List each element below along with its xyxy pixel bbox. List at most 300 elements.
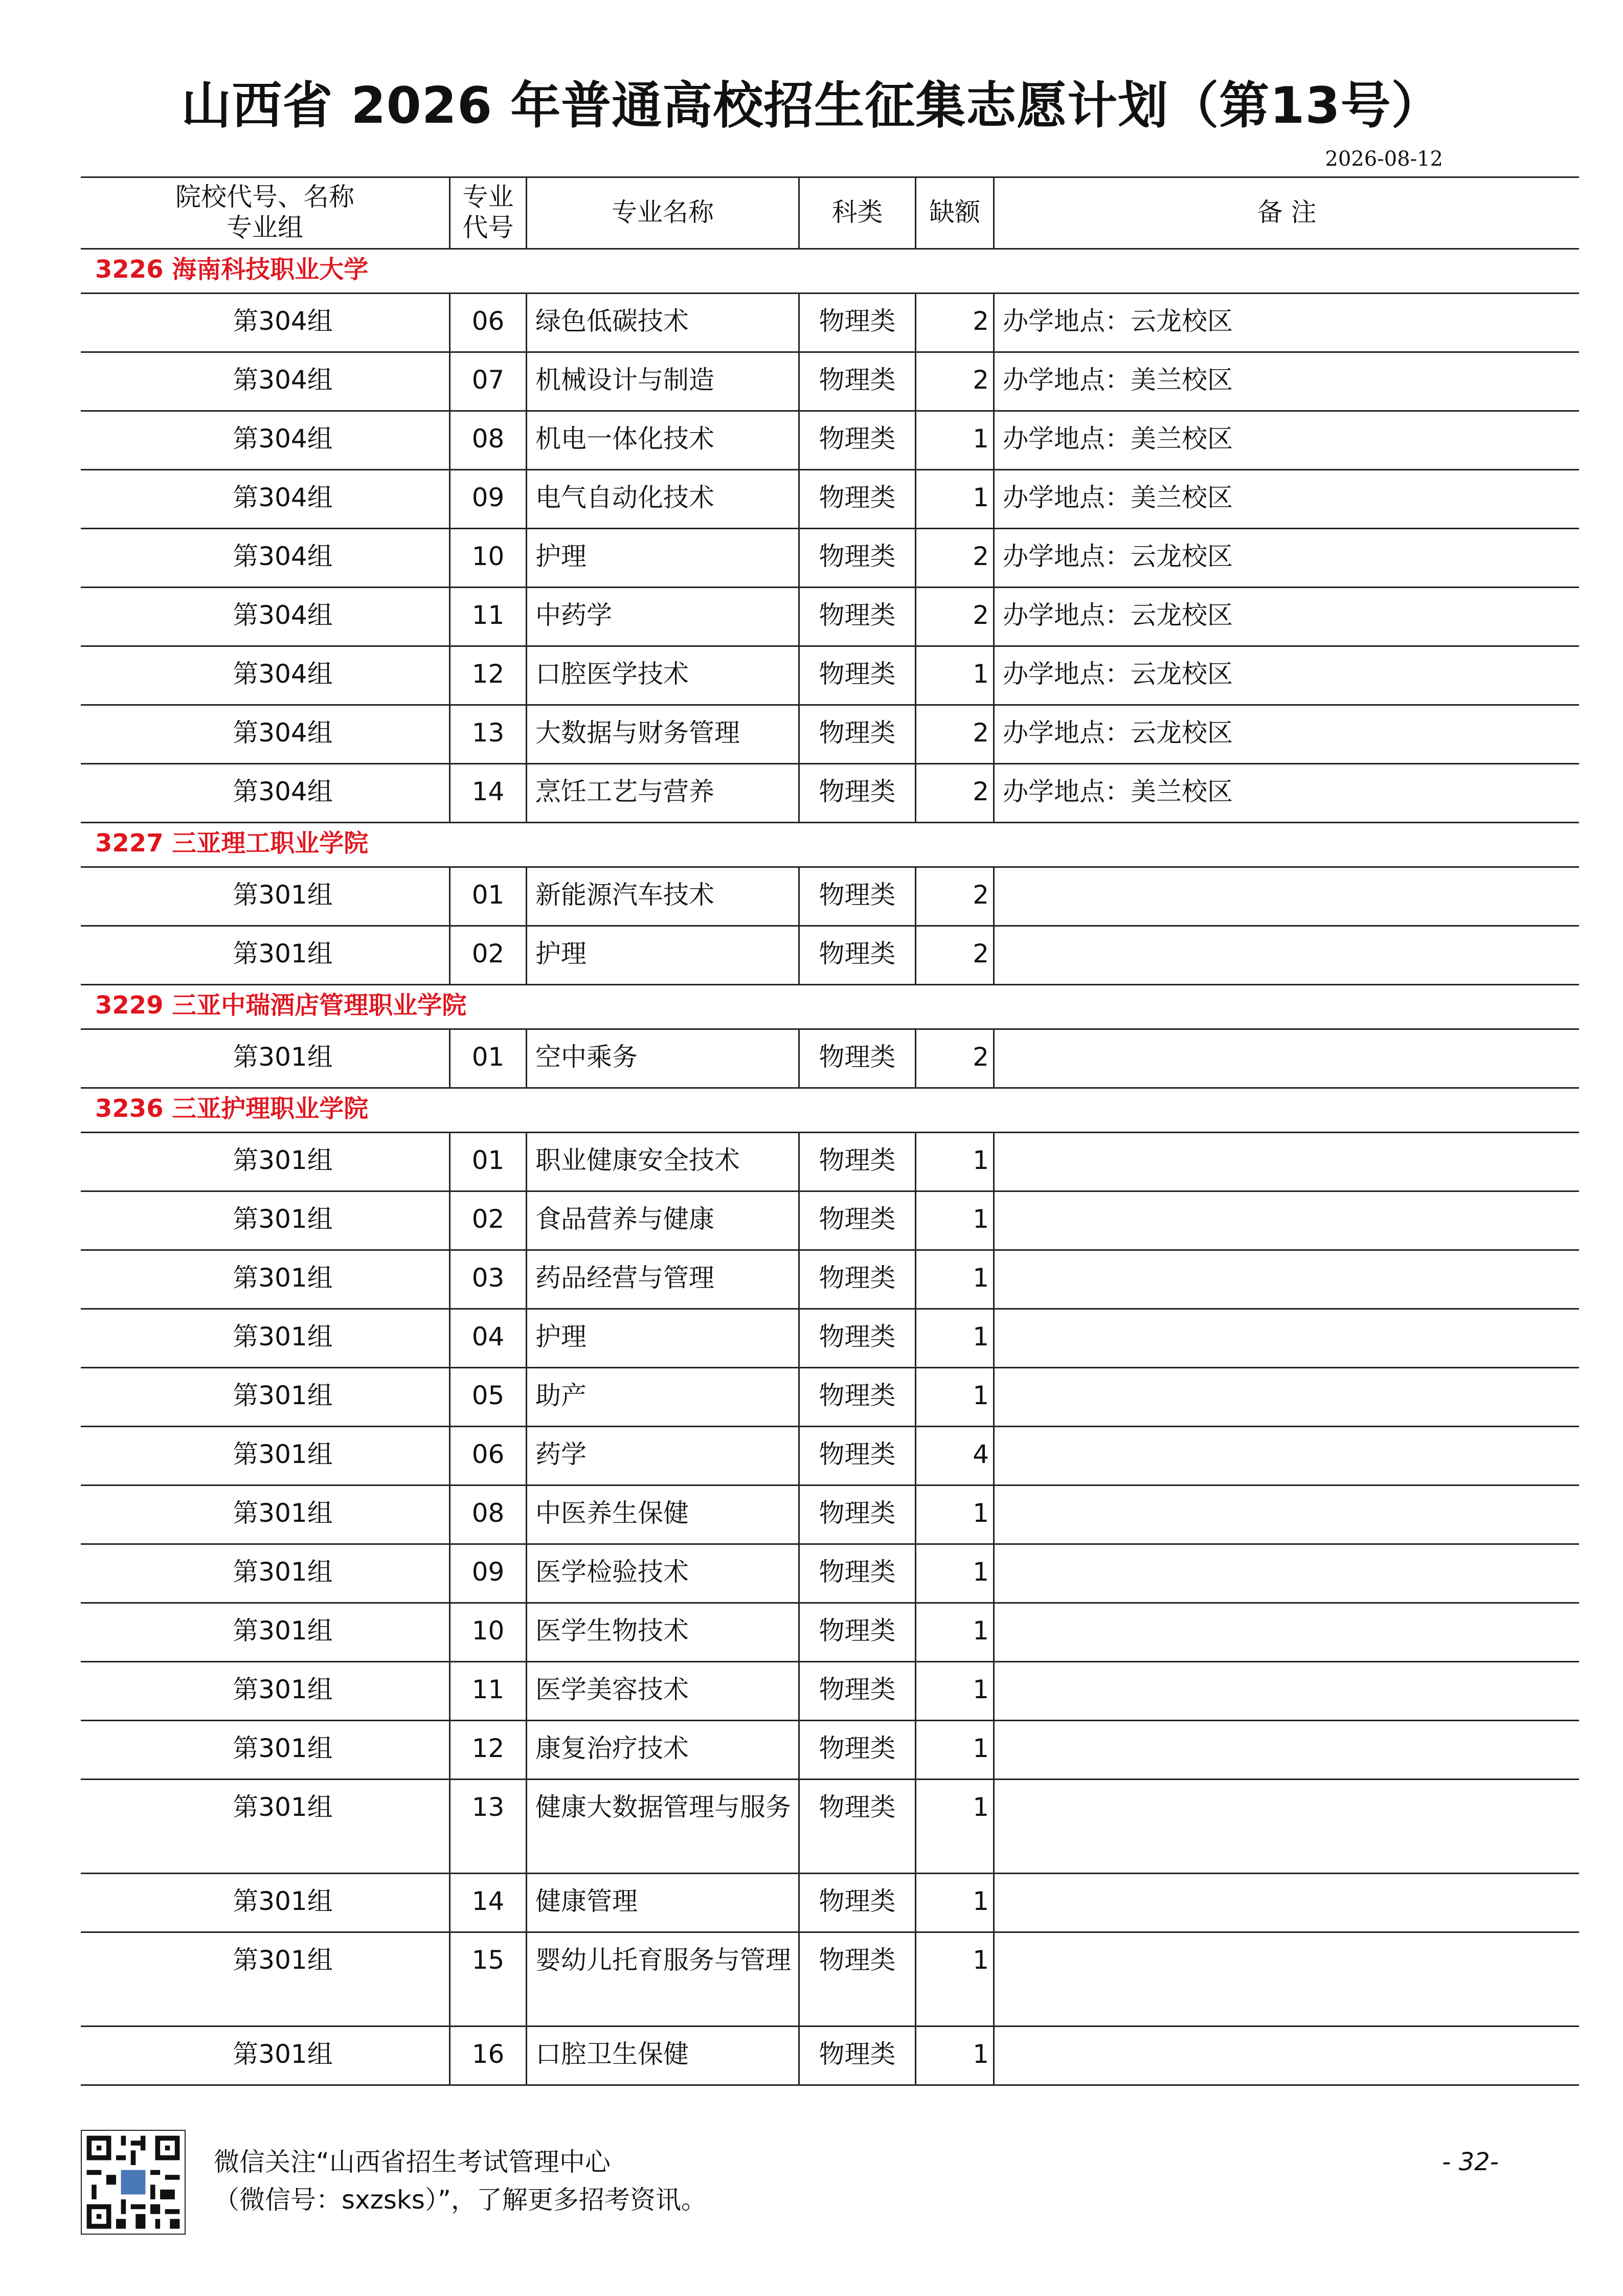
- column-divider: [526, 528, 527, 587]
- column-divider: [993, 1661, 995, 1720]
- major-code-cell: 01: [471, 880, 505, 910]
- column-divider: [526, 1873, 527, 1931]
- footer-wechat-line2: （微信号：sxzsks）”，了解更多招考资讯。: [214, 2185, 707, 2215]
- column-divider: [915, 1779, 916, 1873]
- column-divider: [449, 1367, 450, 1426]
- major-name-cell: 健康大数据管理与服务: [535, 1792, 791, 1822]
- major-name-cell: 空中乘务: [535, 1042, 638, 1072]
- shortage-cell: 2: [973, 718, 989, 748]
- column-divider: [526, 866, 527, 925]
- column-divider: [526, 1367, 527, 1426]
- shortage-cell: 4: [973, 1439, 989, 1469]
- column-divider: [915, 1308, 916, 1367]
- group-cell: 第304组: [233, 718, 333, 748]
- category-cell: 物理类: [819, 1439, 896, 1469]
- column-divider: [526, 704, 527, 763]
- column-divider: [798, 763, 800, 822]
- note-cell: 办学地点：云龙校区: [1003, 659, 1233, 689]
- column-divider: [449, 528, 450, 587]
- table-row: [81, 704, 1579, 763]
- group-cell: 第301组: [233, 1945, 333, 1975]
- shortage-cell: 1: [973, 2039, 989, 2069]
- column-divider: [993, 704, 995, 763]
- column-divider: [798, 1190, 800, 1249]
- column-divider: [526, 587, 527, 645]
- major-name-cell: 口腔医学技术: [535, 659, 689, 689]
- column-divider: [915, 763, 916, 822]
- category-cell: 物理类: [819, 542, 896, 571]
- table-row: [81, 469, 1579, 528]
- header-group-line1: 院校代号、名称: [175, 182, 354, 212]
- column-divider: [993, 1028, 995, 1087]
- category-cell: 物理类: [819, 1498, 896, 1528]
- category-cell: 物理类: [819, 777, 896, 806]
- note-cell: [995, 1720, 1579, 1779]
- column-divider: [449, 1720, 450, 1779]
- major-name-cell: 健康管理: [535, 1886, 638, 1916]
- page-title: 山西省 2026 年普通高校招生征集志愿计划（第13号）: [181, 77, 1442, 135]
- column-divider: [915, 1661, 916, 1720]
- group-cell: 第301组: [233, 1042, 333, 1072]
- column-divider: [915, 1484, 916, 1543]
- category-cell: 物理类: [819, 718, 896, 748]
- header-code-line2: 代号: [462, 213, 514, 242]
- column-divider: [915, 1367, 916, 1426]
- category-cell: 物理类: [819, 306, 896, 336]
- group-cell: 第301组: [233, 1322, 333, 1352]
- column-divider: [526, 1249, 527, 1308]
- major-name-cell: 婴幼儿托育服务与管理: [535, 1945, 791, 1975]
- table-row: [81, 1190, 1579, 1249]
- note-cell: [995, 1190, 1579, 1249]
- column-divider: [449, 1190, 450, 1249]
- column-divider: [915, 469, 916, 528]
- column-divider: [449, 587, 450, 645]
- column-divider: [915, 704, 916, 763]
- major-code-cell: 02: [471, 1204, 505, 1234]
- column-divider: [915, 1132, 916, 1190]
- shortage-cell: 2: [973, 600, 989, 630]
- header-category: 科类: [831, 197, 883, 227]
- major-name-cell: 中医养生保健: [535, 1498, 689, 1528]
- column-divider: [915, 1873, 916, 1931]
- shortage-cell: 1: [973, 1557, 989, 1587]
- major-code-cell: 14: [471, 777, 505, 806]
- column-divider: [526, 351, 527, 410]
- table-row: [81, 292, 1579, 351]
- column-divider: [993, 351, 995, 410]
- table-row: [81, 866, 1579, 925]
- column-divider: [526, 1931, 527, 2025]
- shortage-cell: 2: [973, 365, 989, 395]
- column-divider: [449, 176, 450, 248]
- column-divider: [449, 1426, 450, 1484]
- shortage-cell: 1: [973, 1263, 989, 1293]
- column-divider: [915, 587, 916, 645]
- column-divider: [526, 1028, 527, 1087]
- row-rule: [81, 2084, 1579, 2086]
- category-cell: 物理类: [819, 483, 896, 512]
- category-cell: 物理类: [819, 659, 896, 689]
- column-divider: [915, 1602, 916, 1661]
- column-divider: [993, 645, 995, 704]
- column-divider: [449, 866, 450, 925]
- column-divider: [449, 2025, 450, 2084]
- column-divider: [915, 1720, 916, 1779]
- column-divider: [526, 1720, 527, 1779]
- column-divider: [993, 1720, 995, 1779]
- column-divider: [526, 176, 527, 248]
- major-name-cell: 机械设计与制造: [535, 365, 714, 395]
- header-code-line1: 专业: [462, 182, 514, 212]
- category-cell: 物理类: [819, 1792, 896, 1822]
- column-divider: [993, 587, 995, 645]
- category-cell: 物理类: [819, 1042, 896, 1072]
- column-divider: [526, 1661, 527, 1720]
- table-row: [81, 1602, 1579, 1661]
- table-row: [81, 1367, 1579, 1426]
- qr-code-image: [81, 2130, 186, 2235]
- column-divider: [993, 1543, 995, 1602]
- major-code-cell: 12: [471, 659, 505, 689]
- shortage-cell: 1: [973, 1498, 989, 1528]
- column-divider: [526, 1779, 527, 1873]
- major-code-cell: 10: [471, 1616, 505, 1646]
- table-row: [81, 2025, 1579, 2084]
- column-divider: [526, 1308, 527, 1367]
- shortage-cell: 1: [973, 1204, 989, 1234]
- group-cell: 第301组: [233, 1557, 333, 1587]
- table-row: [81, 1484, 1579, 1543]
- group-cell: 第301组: [233, 1792, 333, 1822]
- major-name-cell: 绿色低碳技术: [535, 306, 689, 336]
- column-divider: [993, 1132, 995, 1190]
- note-cell: [995, 1661, 1579, 1720]
- header-note: 备 注: [1257, 197, 1317, 227]
- major-code-cell: 10: [471, 542, 505, 571]
- group-cell: 第301组: [233, 1381, 333, 1410]
- major-name-cell: 康复治疗技术: [535, 1734, 689, 1763]
- column-divider: [993, 1602, 995, 1661]
- column-divider: [798, 1661, 800, 1720]
- column-divider: [798, 1543, 800, 1602]
- institution-title: 3236 三亚护理职业学院: [95, 1094, 369, 1123]
- category-cell: 物理类: [819, 2039, 896, 2069]
- column-divider: [526, 2025, 527, 2084]
- table-row: [81, 763, 1579, 822]
- column-divider: [798, 176, 800, 248]
- major-name-cell: 药学: [535, 1439, 587, 1469]
- page-number: - 32-: [1442, 2148, 1499, 2176]
- column-divider: [915, 866, 916, 925]
- column-divider: [993, 763, 995, 822]
- note-cell: 办学地点：美兰校区: [1003, 483, 1233, 512]
- category-cell: 物理类: [819, 1945, 896, 1975]
- shortage-cell: 1: [973, 483, 989, 512]
- table-row: [81, 1028, 1579, 1087]
- column-divider: [993, 1308, 995, 1367]
- category-cell: 物理类: [819, 1557, 896, 1587]
- major-code-cell: 06: [471, 306, 505, 336]
- major-code-cell: 02: [471, 939, 505, 969]
- shortage-cell: 1: [973, 424, 989, 454]
- major-name-cell: 口腔卫生保健: [535, 2039, 689, 2069]
- column-divider: [798, 925, 800, 984]
- group-cell: 第301组: [233, 1145, 333, 1175]
- major-name-cell: 医学检验技术: [535, 1557, 689, 1587]
- column-divider: [449, 1308, 450, 1367]
- shortage-cell: 1: [973, 1675, 989, 1704]
- column-divider: [993, 925, 995, 984]
- table-header: [81, 176, 1579, 248]
- column-divider: [526, 469, 527, 528]
- note-cell: 办学地点：美兰校区: [1003, 424, 1233, 454]
- column-divider: [915, 1543, 916, 1602]
- major-code-cell: 05: [471, 1381, 505, 1410]
- table-row: [81, 410, 1579, 469]
- table-row: [81, 645, 1579, 704]
- category-cell: 物理类: [819, 1734, 896, 1763]
- group-cell: 第301组: [233, 1263, 333, 1293]
- column-divider: [449, 1132, 450, 1190]
- header-shortage: 缺额: [929, 197, 980, 227]
- column-divider: [993, 1931, 995, 2025]
- column-divider: [526, 1190, 527, 1249]
- table-row: [81, 1931, 1579, 2025]
- column-divider: [993, 1190, 995, 1249]
- institution-title: 3229 三亚中瑞酒店管理职业学院: [95, 991, 467, 1020]
- table-row: [81, 1308, 1579, 1367]
- column-divider: [449, 1249, 450, 1308]
- group-cell: 第304组: [233, 306, 333, 336]
- group-cell: 第304组: [233, 659, 333, 689]
- category-cell: 物理类: [819, 424, 896, 454]
- institution-title: 3227 三亚理工职业学院: [95, 829, 369, 858]
- column-divider: [798, 645, 800, 704]
- group-cell: 第301组: [233, 1616, 333, 1646]
- major-code-cell: 11: [471, 1675, 505, 1704]
- note-cell: [995, 1426, 1579, 1484]
- column-divider: [915, 176, 916, 248]
- column-divider: [993, 1484, 995, 1543]
- header-group: [81, 176, 449, 248]
- column-divider: [915, 292, 916, 351]
- column-divider: [798, 866, 800, 925]
- table-row: [81, 1249, 1579, 1308]
- column-divider: [449, 469, 450, 528]
- column-divider: [798, 587, 800, 645]
- column-divider: [449, 1931, 450, 2025]
- major-code-cell: 16: [471, 2039, 505, 2069]
- column-divider: [526, 292, 527, 351]
- column-divider: [915, 2025, 916, 2084]
- note-cell: [995, 866, 1579, 925]
- note-cell: [995, 1132, 1579, 1190]
- shortage-cell: 1: [973, 1616, 989, 1646]
- major-name-cell: 护理: [535, 1322, 587, 1352]
- column-divider: [449, 1028, 450, 1087]
- column-divider: [798, 1931, 800, 2025]
- major-code-cell: 12: [471, 1734, 505, 1763]
- table-row: [81, 1779, 1579, 1873]
- column-divider: [526, 1484, 527, 1543]
- table-top-rule: [81, 176, 1579, 178]
- column-divider: [449, 351, 450, 410]
- major-name-cell: 医学生物技术: [535, 1616, 689, 1646]
- table-row: [81, 1132, 1579, 1190]
- column-divider: [915, 1190, 916, 1249]
- shortage-cell: 1: [973, 659, 989, 689]
- major-name-cell: 电气自动化技术: [535, 483, 714, 512]
- note-cell: 办学地点：云龙校区: [1003, 600, 1233, 630]
- table-row: [81, 1720, 1579, 1779]
- column-divider: [915, 1249, 916, 1308]
- column-divider: [993, 1249, 995, 1308]
- column-divider: [915, 1028, 916, 1087]
- group-cell: 第304组: [233, 542, 333, 571]
- column-divider: [993, 1779, 995, 1873]
- shortage-cell: 2: [973, 1042, 989, 1072]
- shortage-cell: 2: [973, 880, 989, 910]
- major-code-cell: 09: [471, 483, 505, 512]
- table-row: [81, 1543, 1579, 1602]
- shortage-cell: 1: [973, 1322, 989, 1352]
- shortage-cell: 2: [973, 542, 989, 571]
- note-cell: 办学地点：云龙校区: [1003, 718, 1233, 748]
- group-cell: 第304组: [233, 365, 333, 395]
- major-code-cell: 09: [471, 1557, 505, 1587]
- column-divider: [798, 2025, 800, 2084]
- major-code-cell: 08: [471, 1498, 505, 1528]
- category-cell: 物理类: [819, 880, 896, 910]
- column-divider: [993, 176, 995, 248]
- footer-wechat-line1: 微信关注“山西省招生考试管理中心: [214, 2147, 611, 2177]
- column-divider: [993, 1873, 995, 1931]
- column-divider: [993, 292, 995, 351]
- column-divider: [915, 645, 916, 704]
- group-cell: 第304组: [233, 777, 333, 806]
- shortage-cell: 1: [973, 1945, 989, 1975]
- group-cell: 第301组: [233, 1204, 333, 1234]
- column-divider: [526, 763, 527, 822]
- category-cell: 物理类: [819, 1322, 896, 1352]
- major-name-cell: 护理: [535, 542, 587, 571]
- column-divider: [798, 1720, 800, 1779]
- major-code-cell: 01: [471, 1145, 505, 1175]
- shortage-cell: 2: [973, 306, 989, 336]
- column-divider: [798, 528, 800, 587]
- column-divider: [798, 410, 800, 469]
- category-cell: 物理类: [819, 1675, 896, 1704]
- major-name-cell: 助产: [535, 1381, 587, 1410]
- column-divider: [449, 1484, 450, 1543]
- column-divider: [449, 645, 450, 704]
- note-cell: [995, 2025, 1579, 2084]
- table-row: [81, 925, 1579, 984]
- column-divider: [798, 1484, 800, 1543]
- group-cell: 第301组: [233, 2039, 333, 2069]
- column-divider: [526, 1132, 527, 1190]
- group-cell: 第301组: [233, 1498, 333, 1528]
- column-divider: [449, 763, 450, 822]
- major-name-cell: 中药学: [535, 600, 612, 630]
- note-cell: [995, 1028, 1579, 1087]
- major-code-cell: 11: [471, 600, 505, 630]
- group-cell: 第304组: [233, 483, 333, 512]
- note-cell: [995, 1249, 1579, 1308]
- table-row: [81, 528, 1579, 587]
- column-divider: [449, 925, 450, 984]
- header-major-name: 专业名称: [612, 197, 714, 227]
- note-cell: [995, 1543, 1579, 1602]
- shortage-cell: 1: [973, 1792, 989, 1822]
- column-divider: [798, 1249, 800, 1308]
- category-cell: 物理类: [819, 939, 896, 969]
- group-cell: 第304组: [233, 600, 333, 630]
- note-cell: 办学地点：美兰校区: [1003, 365, 1233, 395]
- group-cell: 第301组: [233, 1734, 333, 1763]
- major-code-cell: 06: [471, 1439, 505, 1469]
- column-divider: [993, 1426, 995, 1484]
- shortage-cell: 2: [973, 939, 989, 969]
- category-cell: 物理类: [819, 1616, 896, 1646]
- column-divider: [993, 528, 995, 587]
- column-divider: [798, 1779, 800, 1873]
- column-divider: [915, 528, 916, 587]
- column-divider: [993, 410, 995, 469]
- shortage-cell: 1: [973, 1886, 989, 1916]
- column-divider: [798, 1367, 800, 1426]
- column-divider: [993, 469, 995, 528]
- shortage-cell: 1: [973, 1381, 989, 1410]
- table-row: [81, 587, 1579, 645]
- major-name-cell: 职业健康安全技术: [535, 1145, 740, 1175]
- note-cell: 办学地点：云龙校区: [1003, 306, 1233, 336]
- column-divider: [798, 351, 800, 410]
- column-divider: [798, 1602, 800, 1661]
- note-cell: 办学地点：美兰校区: [1003, 777, 1233, 806]
- column-divider: [798, 1308, 800, 1367]
- note-cell: 办学地点：云龙校区: [1003, 542, 1233, 571]
- note-cell: [995, 1602, 1579, 1661]
- column-divider: [798, 1426, 800, 1484]
- major-code-cell: 14: [471, 1886, 505, 1916]
- column-divider: [798, 469, 800, 528]
- category-cell: 物理类: [819, 1204, 896, 1234]
- table-row: [81, 1426, 1579, 1484]
- column-divider: [449, 1543, 450, 1602]
- note-cell: [995, 1931, 1579, 2025]
- major-name-cell: 大数据与财务管理: [535, 718, 740, 748]
- column-divider: [449, 1661, 450, 1720]
- column-divider: [798, 704, 800, 763]
- major-name-cell: 护理: [535, 939, 587, 969]
- column-divider: [915, 351, 916, 410]
- column-divider: [798, 1132, 800, 1190]
- category-cell: 物理类: [819, 1145, 896, 1175]
- column-divider: [449, 704, 450, 763]
- column-divider: [526, 410, 527, 469]
- column-divider: [993, 1367, 995, 1426]
- column-divider: [993, 866, 995, 925]
- group-cell: 第301组: [233, 1886, 333, 1916]
- major-name-cell: 医学美容技术: [535, 1675, 689, 1704]
- major-code-cell: 15: [471, 1945, 505, 1975]
- column-divider: [798, 292, 800, 351]
- header-code: [450, 176, 526, 248]
- column-divider: [449, 1779, 450, 1873]
- group-cell: 第301组: [233, 880, 333, 910]
